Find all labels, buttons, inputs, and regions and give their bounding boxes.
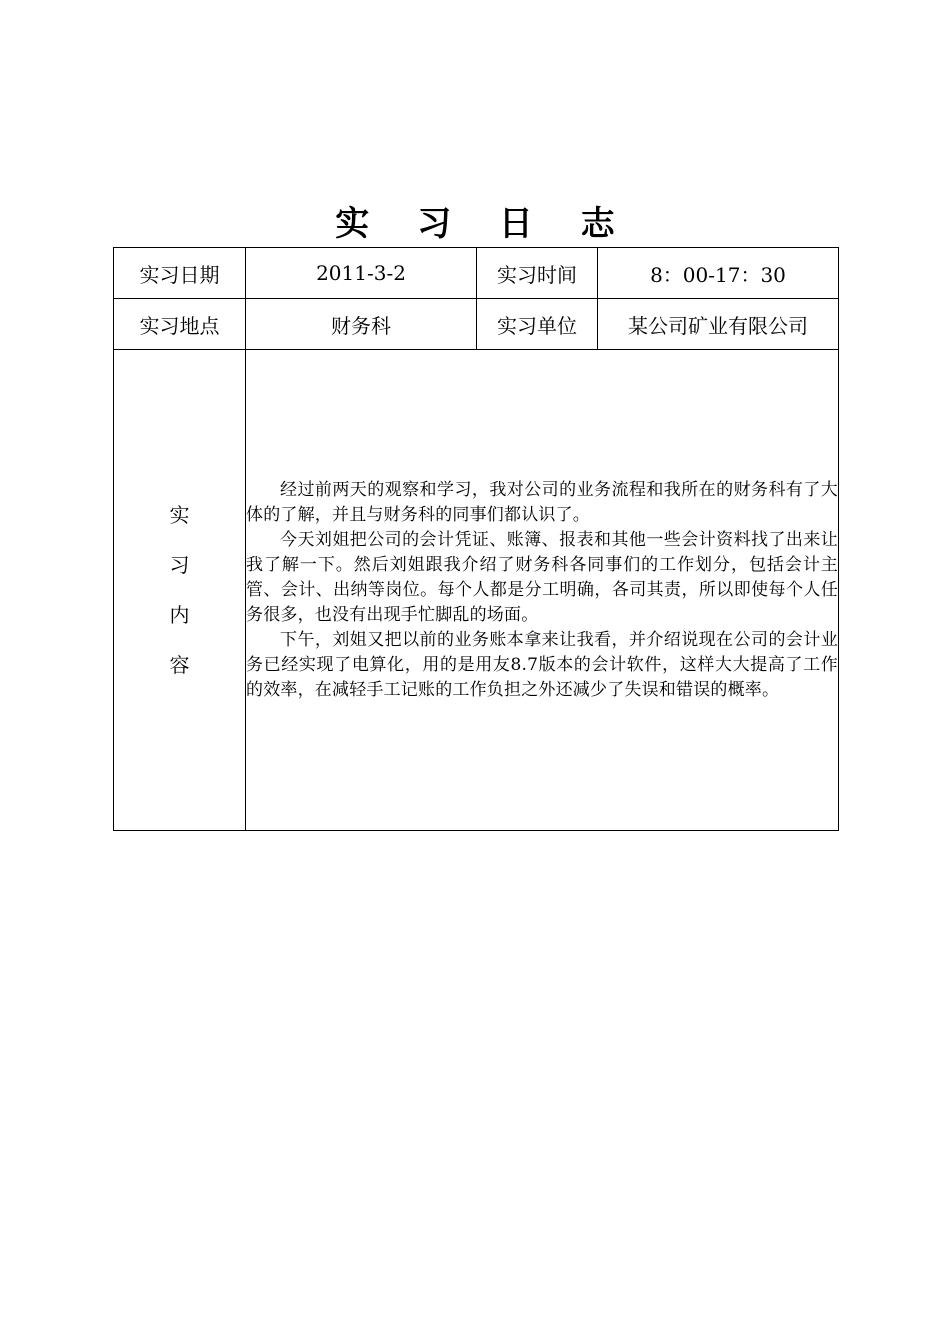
- content-label-cell: [114, 350, 246, 831]
- place-value-cell: [246, 299, 477, 350]
- time-label-cell: [477, 248, 598, 299]
- place-value: 财务科: [331, 313, 391, 338]
- time-value-cell: [598, 248, 839, 299]
- date-label-cell: [114, 248, 246, 299]
- time-label: 实习时间: [497, 262, 577, 287]
- time-value: 8：00-17：30: [650, 262, 786, 287]
- content-body-cell: [246, 350, 839, 831]
- table-row: [114, 350, 839, 831]
- date-value: 2011-3-2: [316, 261, 406, 285]
- date-value-cell: [246, 248, 477, 299]
- table-row: [114, 299, 839, 350]
- date-label: 实习日期: [139, 262, 220, 287]
- unit-label: 实习单位: [497, 313, 577, 338]
- place-label-cell: [114, 299, 246, 350]
- place-label: 实习地点: [139, 313, 220, 338]
- content-paragraph: 经过前两天的观察和学习，我对公司的业务流程和我所在的财务科有了大体的了解，并且与财务科的同事们都认识了。: [246, 479, 838, 525]
- content-label-char: 容: [169, 653, 190, 677]
- content-label-char: 内: [169, 603, 190, 627]
- content-label-char: 习: [169, 553, 190, 577]
- table-row: [114, 248, 839, 299]
- content-label-char: 实: [169, 503, 190, 527]
- page-title: 实 习 日 志: [335, 204, 633, 244]
- content-paragraph: 下午，刘姐又把以前的业务账本拿来让我看，并介绍说现在公司的会计业务已经实现了电算化，用的是用友8.7版本的会计软件，这样大大提高了工作的效率，在减轻手工记账的工作负担之外还减少了失误和错误的概率。: [246, 629, 838, 700]
- unit-label-cell: [477, 299, 598, 350]
- unit-value-cell: [598, 299, 839, 350]
- internship-log-table: [113, 247, 839, 831]
- unit-value: 某公司矿业有限公司: [628, 313, 808, 338]
- content-paragraph: 今天刘姐把公司的会计凭证、账簿、报表和其他一些会计资料找了出来让我了解一下。然后刘姐跟我介绍了财务科各同事们的工作划分，包括会计主管、会计、出纳等岗位。每个人都是分工明确，各司其责，所以即使每个人任务很多，也没有出现手忙脚乱的场面。: [246, 529, 838, 625]
